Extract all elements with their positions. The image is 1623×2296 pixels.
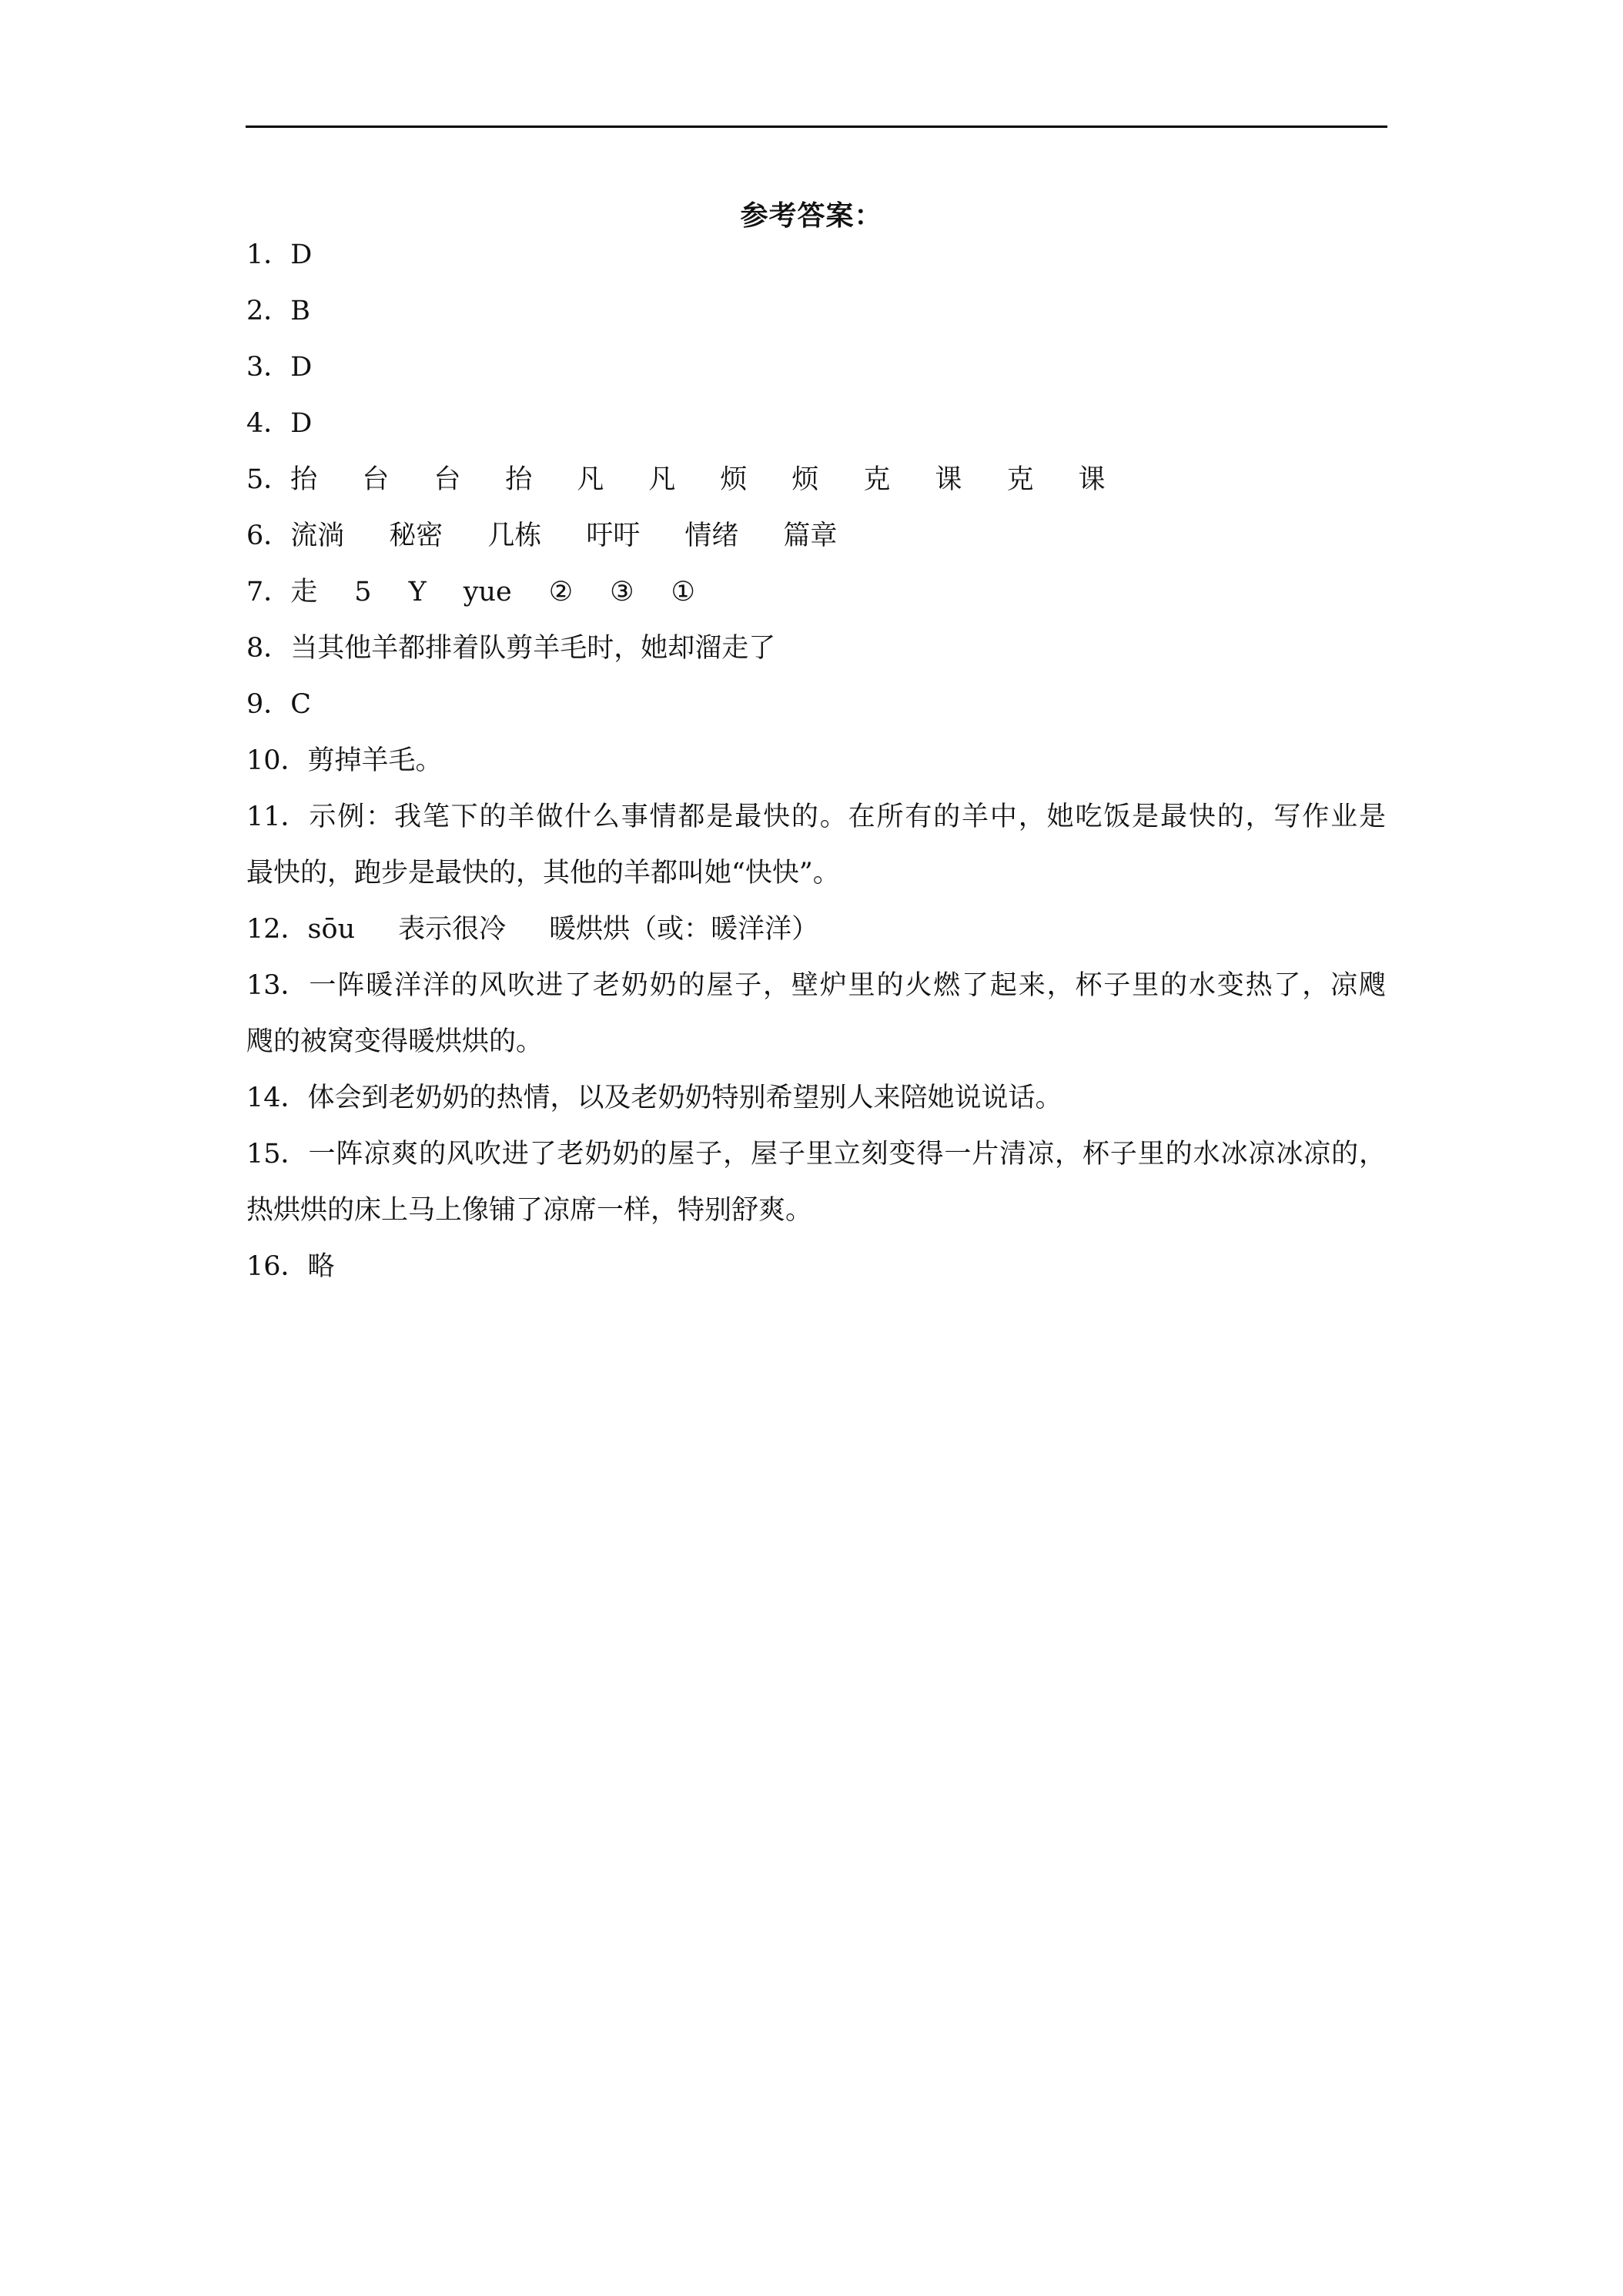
answer-text: 飕的被窝变得暖烘烘的。 [246, 1026, 544, 1057]
answer-item-13 [246, 967, 1386, 1004]
answer-item-7 [246, 574, 695, 611]
answer-text: 最快的，跑步是最快的，其他的羊都叫她“快快”。 [246, 858, 840, 889]
answer-text: D [290, 408, 313, 439]
answer-item-14 [246, 1079, 1062, 1116]
answer-part: 克 [863, 464, 891, 495]
answer-item-8 [246, 630, 775, 667]
answer-part: 克 [1006, 464, 1034, 495]
answer-number: 7． [246, 577, 291, 607]
answer-number: 9． [246, 689, 291, 720]
answer-number: 11． [246, 802, 308, 832]
answer-number: 14． [246, 1083, 308, 1113]
answer-part: ② [548, 577, 574, 607]
answer-item-12 [246, 911, 818, 948]
answer-number: 4． [246, 408, 291, 439]
answer-item-6 [246, 517, 837, 554]
answer-number: 5． [246, 464, 291, 495]
answer-item-15 [246, 1136, 1386, 1173]
answer-part: 5 [354, 577, 372, 607]
answer-line [246, 1136, 1386, 1173]
header-rule [246, 126, 1387, 128]
answer-item-5 [246, 461, 1105, 498]
answer-item-2 [246, 293, 310, 330]
answer-item-13-continued [246, 1023, 543, 1060]
answer-part: 吁吁 [586, 520, 641, 551]
answer-item-11 [246, 798, 1386, 835]
answer-part: sōu [307, 914, 356, 945]
answer-text: 一阵凉爽的风吹进了老奶奶的屋子，屋子里立刻变得一片清凉，杯子里的水冰凉冰凉的， [307, 1139, 1386, 1170]
answer-item-16 [246, 1248, 335, 1285]
answer-part: ③ [610, 577, 634, 607]
answer-text: 当其他羊都排着队剪羊毛时，她却溜走了 [290, 633, 776, 664]
answer-text: D [290, 352, 313, 383]
answer-part: 抬 [290, 464, 318, 495]
answer-number: 15． [246, 1139, 308, 1170]
answer-part: 课 [935, 464, 962, 495]
answer-part: yue [463, 577, 512, 607]
answer-text: B [290, 296, 311, 326]
answer-line [246, 967, 1386, 1004]
answer-number: 13． [246, 970, 308, 1001]
answer-part: 烦 [720, 464, 748, 495]
answer-part: 烦 [791, 464, 819, 495]
answer-text: 体会到老奶奶的热情，以及老奶奶特别希望别人来陪她说说话。 [307, 1083, 1062, 1113]
answer-part: 走 [290, 577, 318, 607]
answer-part: 篇章 [783, 520, 838, 551]
answer-item-15-continued [246, 1192, 812, 1229]
answer-text: 热烘烘的床上马上像铺了凉席一样，特别舒爽。 [246, 1195, 813, 1226]
answer-text: 剪掉羊毛。 [307, 745, 443, 776]
answer-text: 一阵暖洋洋的风吹进了老奶奶的屋子，壁炉里的火燃了起来，杯子里的水变热了，凉飕 [307, 970, 1386, 1001]
answer-part: 台 [433, 464, 461, 495]
answer-part: 情绪 [684, 520, 739, 551]
answer-item-11-continued [246, 855, 840, 892]
answer-part: ① [671, 577, 695, 607]
answer-text: D [290, 239, 313, 270]
answer-number: 2． [246, 296, 291, 326]
answer-item-3 [246, 349, 312, 386]
answer-number: 3． [246, 352, 291, 383]
answer-part: 凡 [577, 464, 604, 495]
answer-part: 课 [1078, 464, 1106, 495]
answer-part: 几栋 [487, 520, 542, 551]
answer-number: 10． [246, 745, 308, 776]
answer-part: Y [408, 577, 427, 607]
answer-number: 8． [246, 633, 291, 664]
answer-item-1 [246, 236, 312, 273]
answer-number: 1． [246, 239, 291, 270]
answer-part: 流淌 [290, 520, 345, 551]
answer-number: 16． [246, 1251, 308, 1282]
answer-text: C [290, 689, 312, 720]
answer-text: 略 [307, 1251, 335, 1282]
answer-number: 6． [246, 520, 291, 551]
answer-text: 示例：我笔下的羊做什么事情都是最快的。在所有的羊中，她吃饭是最快的，写作业是 [307, 802, 1386, 832]
answer-part: 台 [362, 464, 390, 495]
answer-part: 表示很冷 [398, 914, 507, 945]
answer-part: 秘密 [389, 520, 443, 551]
answer-part: 暖烘烘（或：暖洋洋） [549, 914, 819, 945]
answer-part: 凡 [648, 464, 676, 495]
answer-line [246, 798, 1386, 835]
answer-part: 抬 [505, 464, 533, 495]
answer-item-10 [246, 742, 443, 779]
answer-item-9 [246, 686, 311, 723]
answer-number: 12． [246, 914, 308, 945]
answer-item-4 [246, 405, 312, 442]
page-title: 参考答案： [740, 199, 883, 232]
